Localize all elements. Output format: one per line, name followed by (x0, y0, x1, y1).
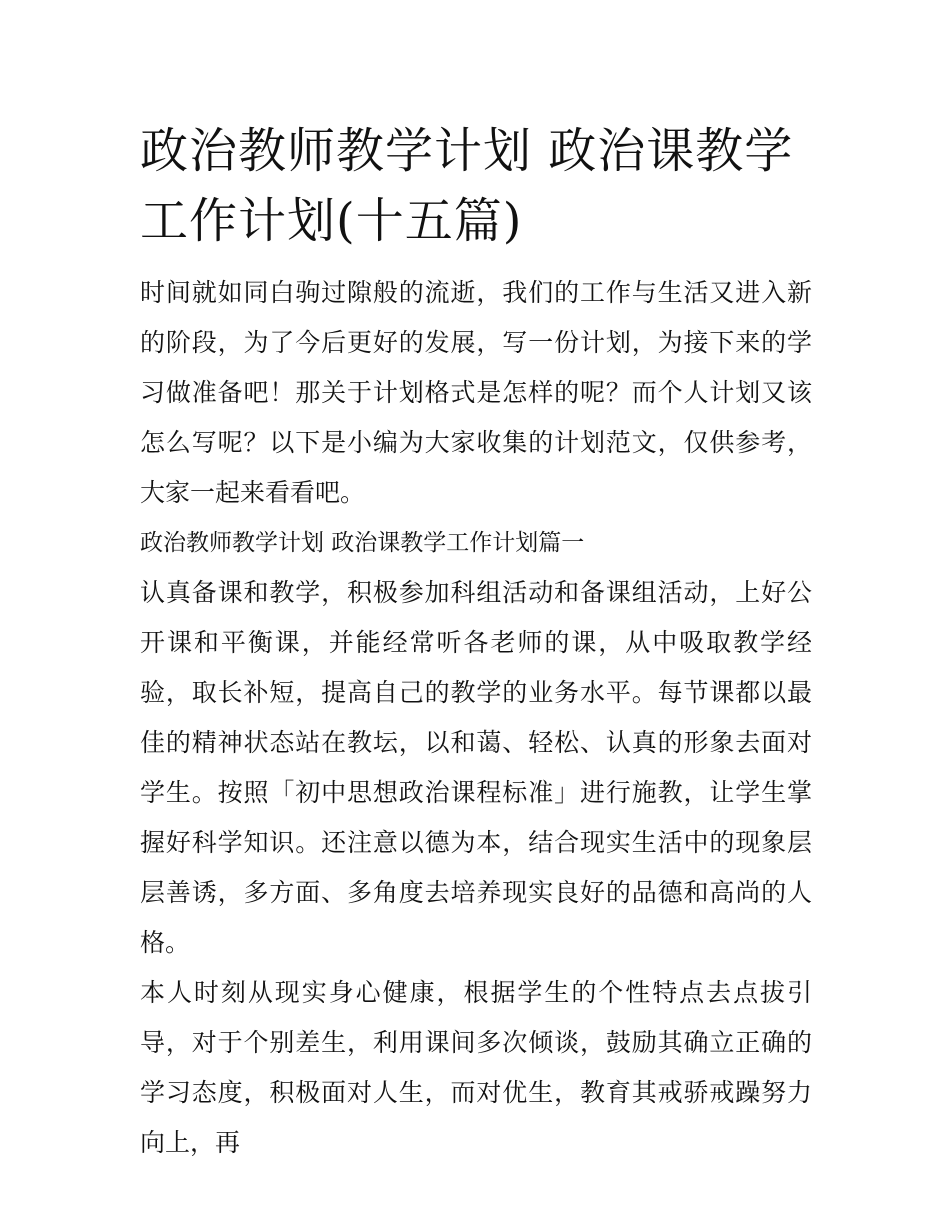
section-heading: 政治教师教学计划 政治课教学工作计划篇一 (140, 530, 585, 556)
body-paragraph-1: 认真备课和教学，积极参加科组活动和备课组活动，上好公开课和平衡课，并能经常听各老师的课，从中吸取教学经验，取长补短，提高自己的教学的业务水平。每节课都以最佳的精神状态站在教坛，以和蔼、轻松、认真的形象去面对学生。按照「初中思想政治课程标准」进行施教，让学生掌握好科学知识。还注意以德为本，结合现实生活中的现象层层善诱，多方面、多角度去培养现实良好的品德和高尚的人格。 (140, 578, 812, 957)
body-paragraph-2: 本人时刻从现实身心健康，根据学生的个性特点去点拔引导，对于个别差生，利用课间多次倾谈，鼓励其确立正确的学习态度，积极面对人生，而对优生，教育其戒骄戒躁努力向上，再 (140, 978, 812, 1157)
intro-paragraph: 时间就如同白驹过隙般的流逝，我们的工作与生活又进入新的阶段，为了今后更好的发展，写一份计划，为接下来的学习做准备吧！那关于计划格式是怎样的呢？而个人计划又该怎么写呢？以下是小编为大家收集的计划范文，仅供参考，大家一起来看看吧。 (140, 278, 812, 507)
document-title: 政治教师教学计划 政治课教学工作计划(十五篇) (140, 123, 794, 249)
document-body (140, 116, 812, 1168)
